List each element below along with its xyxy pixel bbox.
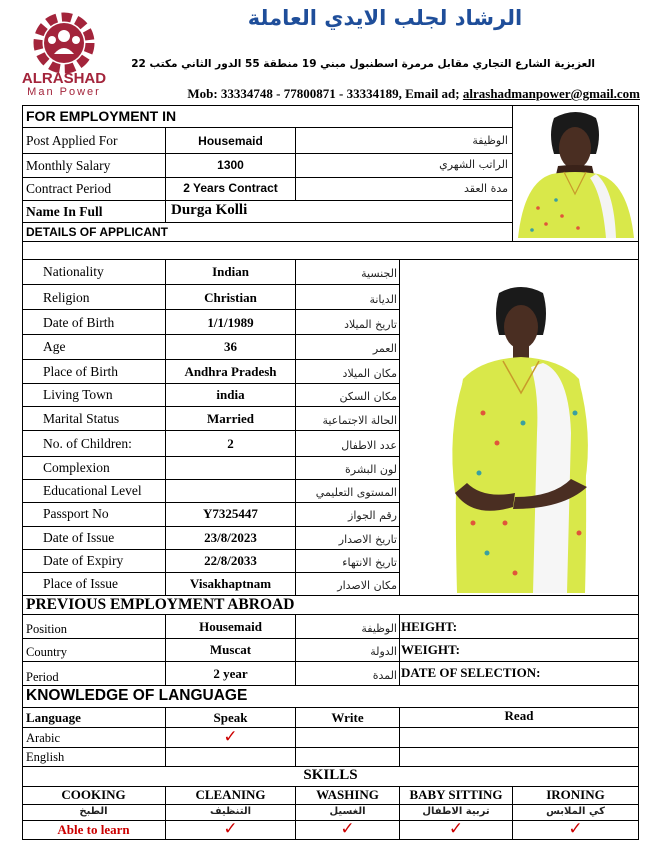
detail-value: Married — [207, 411, 254, 426]
prev-country-label: Country — [26, 645, 67, 659]
contract-label-ar: مدة العقد — [464, 182, 508, 195]
ironing-check-icon — [513, 819, 638, 839]
arabic-speak-check-icon — [166, 727, 295, 747]
applicant-photo-full — [403, 283, 635, 593]
detail-value: Visakhaptnam — [189, 576, 272, 591]
detail-label: Date of Issue — [43, 530, 115, 545]
company-contact — [120, 86, 640, 102]
detail-label: Passport No — [43, 506, 109, 521]
detail-label: Age — [43, 339, 66, 354]
salary-label: Monthly Salary — [26, 158, 111, 173]
prev-position-label-ar: الوظيفة — [361, 622, 397, 635]
detail-value: 22/8/2033 — [204, 553, 257, 568]
company-title-arabic: الرشاد لجلب الايدي العاملة — [247, 6, 523, 30]
detail-label-ar: مكان الميلاد — [342, 367, 397, 380]
skill-cleaning: CLEANING — [195, 787, 266, 802]
gear-people-icon — [14, 8, 114, 78]
cooking-status: Able to learn — [57, 822, 130, 837]
logo-text: ALRASHAD — [21, 70, 107, 87]
detail-value: 23/8/2023 — [204, 530, 257, 545]
contact-phones: Mob: 33334748 - 77800871 - 33334189, Email ad; — [187, 86, 463, 101]
skill-ironing: IRONING — [546, 787, 605, 802]
language-col-header: Language — [26, 710, 81, 725]
post-label: Post Applied For — [26, 133, 118, 148]
language-heading: KNOWLEDGE OF LANGUAGE — [26, 687, 248, 704]
employment-heading: FOR EMPLOYMENT IN — [26, 108, 177, 124]
language-arabic: Arabic — [26, 731, 61, 745]
details-heading: DETAILS OF APPLICANT — [26, 225, 168, 239]
contact-email[interactable]: alrashadmanpower@gmail.com — [462, 86, 640, 101]
detail-value: 36 — [224, 339, 237, 354]
post-label-ar: الوظيفة — [472, 134, 508, 147]
detail-label: Nationality — [43, 264, 104, 279]
detail-value: 1/1/1989 — [207, 315, 254, 330]
speak-col-header: Speak — [213, 710, 248, 725]
skill-washing: WASHING — [316, 787, 379, 802]
detail-label-ar: المستوى التعليمي — [315, 486, 397, 499]
detail-label: Place of Birth — [43, 364, 118, 379]
detail-label-ar: الجنسية — [361, 267, 397, 280]
prev-period-value: 2 year — [213, 666, 248, 681]
detail-value: Indian — [212, 264, 249, 279]
contract-label: Contract Period — [26, 181, 112, 196]
detail-label-ar: رقم الجواز — [348, 509, 397, 522]
company-address-arabic: العزيزية الشارع التجاري مقابل مرمرة اسطنبول مبني 19 منطقة 55 الدور الثاني مكتب 22 — [131, 58, 595, 70]
write-col-header: Write — [331, 710, 364, 725]
salary-label-ar: الراتب الشهري — [439, 158, 508, 171]
cleaning-check-icon — [166, 819, 295, 839]
skill-cooking: COOKING — [61, 787, 126, 802]
prev-country-label-ar: الدولة — [370, 645, 397, 658]
detail-label-ar: مكان السكن — [339, 390, 397, 403]
skill-baby-sitting: BABY SITTING — [409, 787, 503, 802]
baby-sitting-check-icon — [400, 819, 512, 839]
applicant-photo-small — [516, 108, 635, 238]
detail-value: Christian — [204, 290, 257, 305]
detail-label: Date of Expiry — [43, 553, 124, 568]
prev-period-label: Period — [26, 670, 59, 684]
skill-cooking-ar: الطبخ — [79, 806, 108, 817]
detail-label-ar: لون البشرة — [345, 463, 397, 476]
company-logo — [14, 8, 114, 100]
detail-label-ar: الحالة الاجتماعية — [322, 414, 397, 427]
detail-label-ar: عدد الاطفال — [341, 439, 397, 452]
read-col-header: Read — [504, 708, 534, 723]
skills-heading: SKILLS — [303, 767, 358, 783]
detail-label-ar: الديانة — [369, 293, 397, 306]
detail-label-ar: تاريخ الاصدار — [338, 533, 397, 546]
salary-value: 1300 — [217, 158, 244, 172]
detail-label-ar: تاريخ الميلاد — [344, 318, 397, 331]
detail-value: Andhra Pradesh — [184, 364, 277, 379]
prev-position-value: Housemaid — [199, 619, 262, 634]
detail-label: Living Town — [43, 387, 113, 402]
detail-label: Place of Issue — [43, 576, 118, 591]
logo-subtext: Man Power — [27, 86, 101, 98]
detail-label: Marital Status — [43, 411, 120, 426]
previous-employment-heading: PREVIOUS EMPLOYMENT ABROAD — [26, 596, 295, 613]
detail-label: Religion — [43, 290, 90, 305]
detail-value: Y7325447 — [203, 506, 258, 521]
prev-position-label: Position — [26, 622, 67, 636]
detail-label: No. of Children: — [43, 436, 132, 451]
date-of-selection-label: DATE OF SELECTION: — [401, 665, 541, 680]
language-english: English — [26, 750, 65, 764]
skill-ironing-ar: كي الملابس — [546, 806, 605, 817]
prev-period-label-ar: المدة — [372, 669, 397, 682]
detail-label-ar: تاريخ الانتهاء — [342, 556, 397, 569]
skill-baby-sitting-ar: تربية الاطفال — [422, 806, 490, 817]
washing-check-icon — [296, 819, 399, 839]
contract-value: 2 Years Contract — [183, 181, 278, 195]
detail-label: Educational Level — [43, 483, 142, 498]
detail-label: Date of Birth — [43, 315, 115, 330]
detail-value: india — [216, 387, 245, 402]
name-label: Name In Full — [26, 204, 103, 219]
prev-country-value: Muscat — [209, 642, 252, 657]
detail-label-ar: العمر — [372, 342, 397, 355]
detail-label-ar: مكان الاصدار — [337, 579, 397, 592]
weight-label: WEIGHT: — [401, 642, 460, 657]
detail-value: 2 — [227, 436, 234, 451]
skill-washing-ar: الغسيل — [329, 806, 366, 817]
skill-cleaning-ar: التنظيف — [209, 806, 252, 817]
detail-label: Complexion — [43, 460, 110, 475]
post-value: Housemaid — [198, 134, 263, 148]
name-value: Durga Kolli — [171, 202, 248, 218]
height-label: HEIGHT: — [401, 619, 458, 634]
